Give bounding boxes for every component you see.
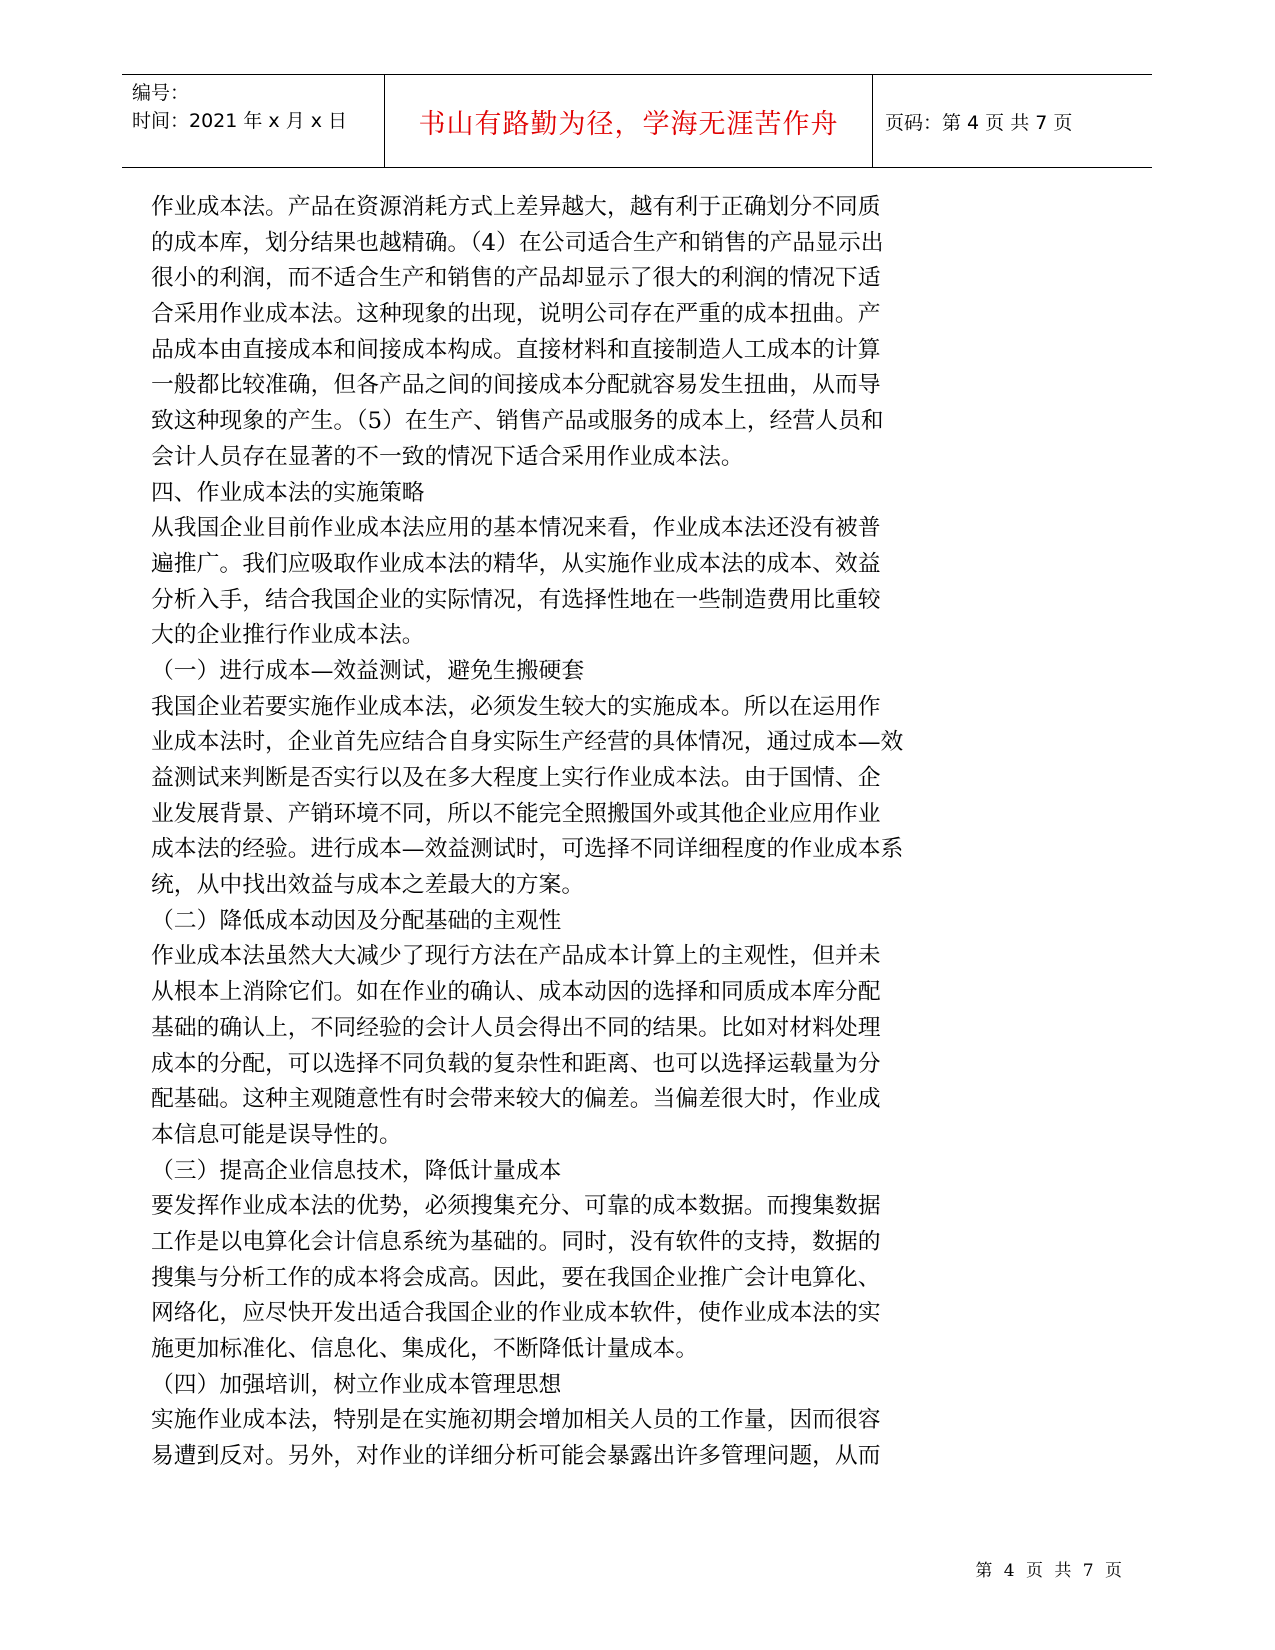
body-line: 作业成本法虽然大大减少了现行方法在产品成本计算上的主观性，但并未	[151, 943, 881, 970]
body-line: 一般都比较准确，但各产品之间的间接成本分配就容易发生扭曲，从而导	[151, 372, 881, 399]
body-line: 成本的分配，可以选择不同负载的复杂性和距离、也可以选择运载量为分	[151, 1050, 881, 1077]
subsection-heading: （一）进行成本—效益测试，避免生搬硬套	[151, 657, 585, 684]
body-line: 致这种现象的产生。（5）在生产、销售产品或服务的成本上，经营人员和	[151, 408, 884, 435]
subsection-heading: （二）降低成本动因及分配基础的主观性	[151, 907, 562, 934]
body-line: 成本法的经验。进行成本—效益测试时，可选择不同详细程度的作业成本系	[151, 836, 904, 863]
body-line: 品成本由直接成本和间接成本构成。直接材料和直接制造人工成本的计算	[151, 336, 881, 363]
body-line: 从我国企业目前作业成本法应用的基本情况来看，作业成本法还没有被普	[151, 515, 881, 542]
body-line: 配基础。这种主观随意性有时会带来较大的偏差。当偏差很大时，作业成	[151, 1086, 881, 1113]
body-line: 实施作业成本法，特别是在实施初期会增加相关人员的工作量，因而很容	[151, 1407, 881, 1434]
document-body	[151, 190, 971, 1475]
body-line: 大的企业推行作业成本法。	[151, 622, 425, 649]
subsection-heading: （四）加强培训，树立作业成本管理思想	[151, 1371, 562, 1398]
document-number-label: 编号：	[132, 82, 190, 104]
body-line: 业成本法时，企业首先应结合自身实际生产经营的具体情况，通过成本—效	[151, 729, 904, 756]
body-line: 本信息可能是误导性的。	[151, 1121, 402, 1148]
body-line: 工作是以电算化会计信息系统为基础的。同时，没有软件的支持，数据的	[151, 1228, 881, 1255]
body-line: 作业成本法。产品在资源消耗方式上差异越大，越有利于正确划分不同质	[151, 194, 881, 220]
body-line: 很小的利润，而不适合生产和销售的产品却显示了很大的利润的情况下适	[151, 265, 881, 292]
page-footer-number: 第 4 页 共 7 页	[975, 1561, 1125, 1581]
body-line: 搜集与分析工作的成本将会成高。因此，要在我国企业推广会计电算化、	[151, 1264, 881, 1291]
body-line: 遍推广。我们应吸取作业成本法的精华，从实施作业成本法的成本、效益	[151, 550, 881, 577]
body-line: 从根本上消除它们。如在作业的确认、成本动因的选择和同质成本库分配	[151, 979, 881, 1006]
body-line: 业发展背景、产销环境不同，所以不能完全照搬国外或其他企业应用作业	[151, 800, 881, 827]
header-motto: 书山有路勤为径，学海无涯苦作舟	[385, 75, 873, 167]
header-meta	[122, 75, 385, 167]
body-line: 统，从中找出效益与成本之差最大的方案。	[151, 872, 585, 899]
document-date-label: 时间：2021 年 x 月 x 日	[132, 110, 348, 132]
section-heading: 四、作业成本法的实施策略	[151, 479, 425, 506]
document-header	[122, 74, 1152, 168]
body-line: 要发挥作业成本法的优势，必须搜集充分、可靠的成本数据。而搜集数据	[151, 1193, 881, 1220]
subsection-heading: （三）提高企业信息技术，降低计量成本	[151, 1157, 562, 1184]
body-line: 分析入手，结合我国企业的实际情况，有选择性地在一些制造费用比重较	[151, 586, 881, 613]
body-line: 我国企业若要实施作业成本法，必须发生较大的实施成本。所以在运用作	[151, 693, 881, 720]
body-line: 的成本库，划分结果也越精确。（4）在公司适合生产和销售的产品显示出	[151, 229, 884, 256]
header-page-label: 页码：第 4 页 共 7 页	[885, 111, 1073, 134]
body-line: 基础的确认上，不同经验的会计人员会得出不同的结果。比如对材料处理	[151, 1014, 881, 1041]
body-line: 益测试来判断是否实行以及在多大程度上实行作业成本法。由于国情、企	[151, 765, 881, 791]
body-line: 会计人员存在显著的不一致的情况下适合采用作业成本法。	[151, 443, 744, 470]
body-line: 网络化，应尽快开发出适合我国企业的作业成本软件，使作业成本法的实	[151, 1300, 881, 1327]
body-line: 易遭到反对。另外，对作业的详细分析可能会暴露出许多管理问题，从而	[151, 1443, 881, 1470]
body-line: 合采用作业成本法。这种现象的出现，说明公司存在严重的成本扭曲。产	[151, 301, 881, 328]
body-line: 施更加标准化、信息化、集成化，不断降低计量成本。	[151, 1336, 699, 1362]
